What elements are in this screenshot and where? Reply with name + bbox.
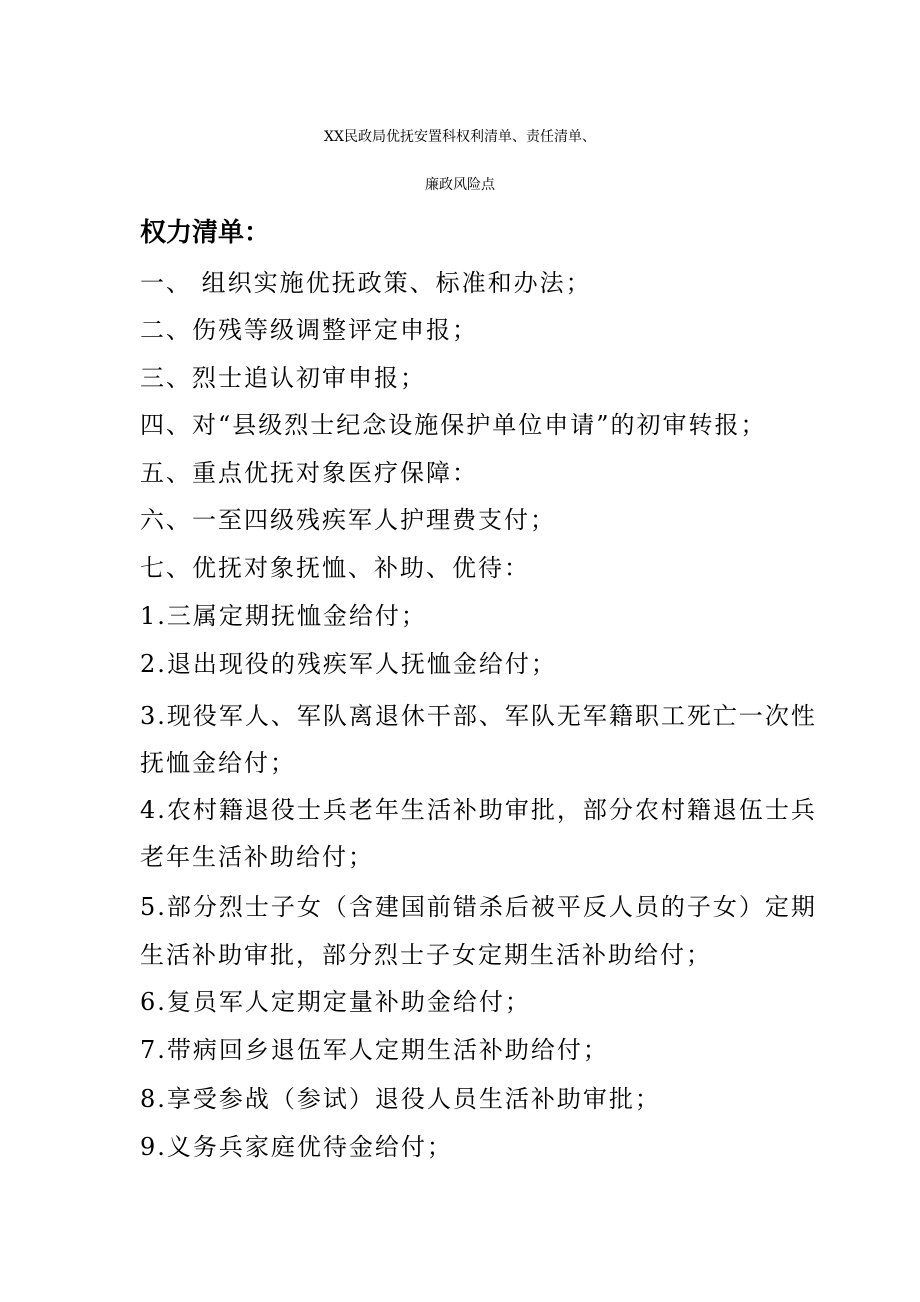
list-item: 2.退出现役的残疾军人抚恤金给付； bbox=[140, 650, 557, 678]
list-item: 一、 组织实施优抚政策、标准和办法； bbox=[140, 269, 592, 297]
list-item: 7.带病回乡退伍军人定期生活补助给付； bbox=[140, 1036, 609, 1064]
list-item: 生活补助审批，部分烈士子女定期生活补助给付； bbox=[140, 941, 712, 969]
list-item: 9.义务兵家庭优待金给付； bbox=[140, 1133, 453, 1161]
list-item: 6.复员军人定期定量补助金给付； bbox=[140, 988, 531, 1016]
document-title-line-1: XX民政局优抚安置科权利清单、责任清单、 bbox=[324, 129, 596, 145]
list-item: 4.农村籍退役士兵老年生活补助审批，部分农村籍退伍士兵 bbox=[140, 796, 817, 824]
list-item: 二、伤残等级调整评定申报； bbox=[140, 316, 478, 344]
list-item: 老年生活补助给付； bbox=[140, 843, 374, 871]
list-item: 8.享受参战（参试）退役人员生活补助审批； bbox=[140, 1085, 661, 1113]
document-title-line-2: 廉政风险点 bbox=[425, 177, 495, 193]
list-item: 三、烈士追认初审申报； bbox=[140, 364, 426, 392]
list-item: 抚恤金给付； bbox=[140, 749, 296, 777]
list-item: 六、一至四级残疾军人护理费支付； bbox=[140, 506, 556, 534]
list-item: 3.现役军人、军队离退休干部、军队无军籍职工死亡一次性 bbox=[140, 702, 817, 730]
list-item: 四、对“县级烈士纪念设施保护单位申请”的初审转报； bbox=[140, 411, 767, 439]
list-item: 五、重点优抚对象医疗保障： bbox=[140, 459, 478, 487]
list-item: 七、优抚对象抚恤、补助、优待： bbox=[140, 554, 530, 582]
list-item: 1.三属定期抚恤金给付； bbox=[140, 602, 427, 630]
list-item: 5.部分烈士子女（含建国前错杀后被平反人员的子女）定期 bbox=[140, 893, 817, 921]
section-heading: 权力清单： bbox=[140, 218, 271, 248]
